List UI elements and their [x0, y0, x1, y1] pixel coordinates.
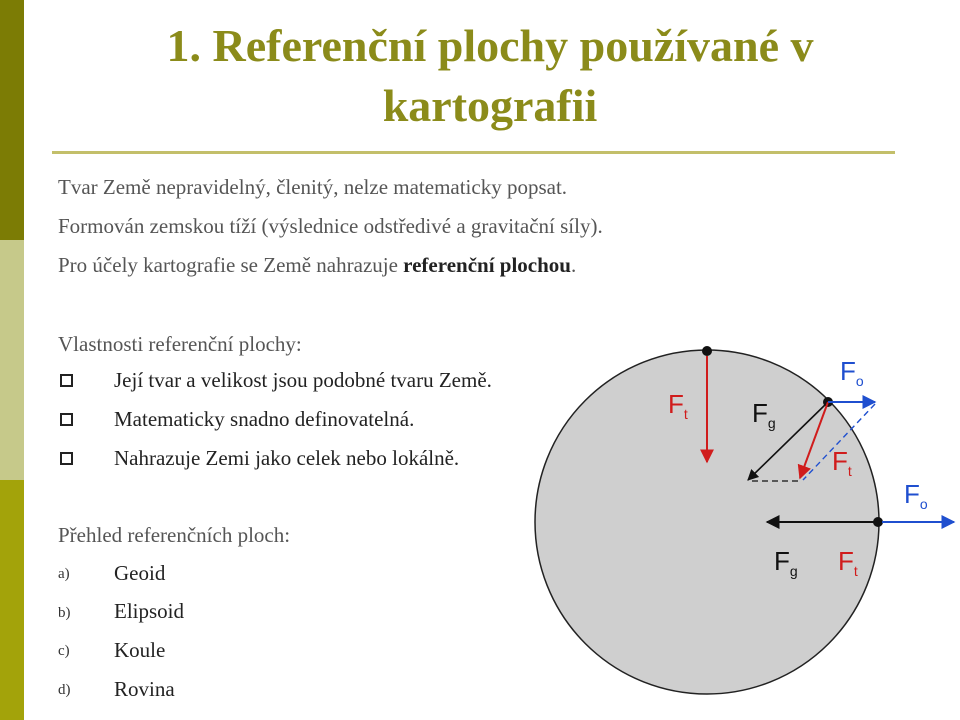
- square-bullet-icon: [60, 452, 73, 465]
- intro-line-3-suffix: .: [570, 253, 577, 277]
- intro-line-3-prefix: Pro účely kartografie se Země nahrazuje: [58, 253, 404, 277]
- surface-point-equator: [873, 517, 883, 527]
- intro-line-3-bold: referenční plochou: [403, 253, 571, 277]
- label-fg-mid: $F_g$: [752, 398, 776, 431]
- property-item: Její tvar a velikost jsou podobné tvaru Země.: [114, 368, 492, 392]
- side-bar-segment-middle: [0, 240, 24, 480]
- side-bar-segment-top: [0, 0, 24, 240]
- label-ft-pole: $F_t$: [668, 389, 688, 422]
- label-fg-equator: $F_g$: [774, 546, 798, 579]
- intro-line-2: Formován zemskou tíží (výslednice odstředivé a gravitační síly).: [58, 214, 603, 238]
- square-bullet-icon: [60, 413, 73, 426]
- list-item-rovina: Rovina: [114, 677, 175, 701]
- label-ft-mid: $F_t$: [832, 446, 852, 479]
- overview-heading: Přehled referenčních ploch:: [58, 523, 291, 547]
- intro-line-1: Tvar Země nepravidelný, členitý, nelze matematicky popsat.: [58, 175, 568, 199]
- slide-title-line-2: kartografii: [382, 80, 598, 131]
- label-fo-equator: $F_o$: [904, 479, 928, 512]
- earth-forces-diagram: [520, 330, 960, 720]
- list-marker: b): [58, 605, 71, 621]
- side-bar-segment-bottom: [0, 480, 24, 720]
- slide-title: [60, 16, 920, 136]
- side-decoration-bar: [0, 0, 24, 720]
- slide-title-line-1: 1. Referenční plochy používané v: [166, 20, 814, 71]
- property-item: Matematicky snadno definovatelná.: [114, 407, 415, 431]
- label-fo-top: $F_o$: [840, 356, 864, 389]
- list-marker: d): [58, 682, 71, 698]
- label-ft-equator: $F_t$: [838, 546, 858, 579]
- property-item: Nahrazuje Zemi jako celek nebo lokálně.: [114, 446, 460, 470]
- intro-line-3: [58, 253, 576, 278]
- list-marker: c): [58, 643, 70, 659]
- surface-point-pole: [702, 346, 712, 356]
- properties-heading: Vlastnosti referenční plochy:: [58, 332, 302, 356]
- list-item-geoid: Geoid: [114, 561, 166, 585]
- title-divider: [52, 151, 895, 154]
- list-marker: a): [58, 566, 70, 582]
- list-item-elipsoid: Elipsoid: [114, 599, 185, 623]
- list-item-koule: Koule: [114, 638, 166, 662]
- square-bullet-icon: [60, 374, 73, 387]
